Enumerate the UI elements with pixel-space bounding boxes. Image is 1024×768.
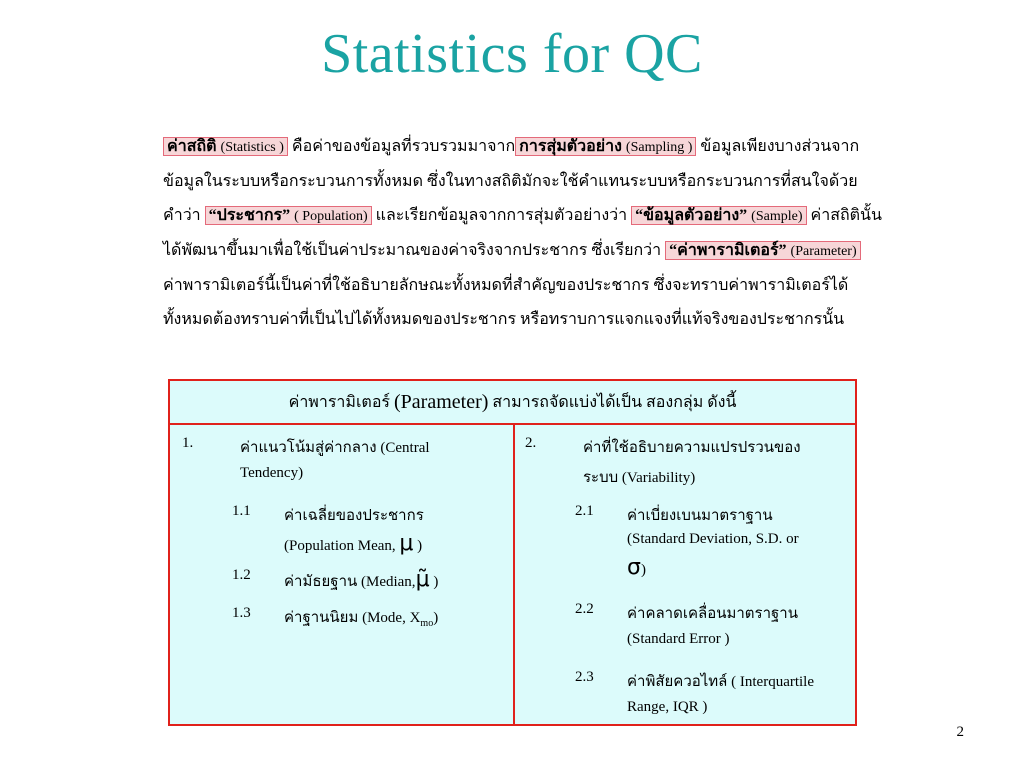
parameter-table bbox=[168, 379, 857, 726]
term-population-th: “ประชากร” bbox=[208, 207, 291, 224]
term-sampling-th: การสุ่มตัวอย่าง bbox=[519, 138, 622, 155]
central-tendency-column bbox=[170, 425, 515, 724]
item-number: 1.3 bbox=[232, 605, 251, 621]
item-label-end: ) bbox=[433, 610, 439, 626]
item-detail: (Standard Error ) bbox=[627, 631, 730, 647]
definition-paragraph bbox=[163, 130, 893, 337]
item-label-text: ค่าฐานนิยม (Mode, X bbox=[284, 610, 421, 626]
paragraph-line-1 bbox=[163, 130, 893, 165]
paragraph-text: ค่าสถิตินั้น bbox=[810, 207, 882, 224]
paragraph-text: คำว่า bbox=[163, 207, 201, 224]
paragraph-line-4 bbox=[163, 234, 893, 269]
group-title-line-1: ค่าแนวโน้มสู่ค่ากลาง (Central bbox=[240, 440, 430, 456]
item-label: ค่าเฉลี่ยของประชากร bbox=[284, 508, 424, 524]
item-detail-symbol bbox=[627, 555, 646, 580]
paragraph-line-6: ทั้งหมดต้องทราบค่าที่เป็นไปได้ทั้งหมดของประชากร หรือทราบการแจกแจงที่แท้จริงของประชากรนั้น bbox=[163, 311, 845, 328]
item-label: ค่าคลาดเคลื่อนมาตราฐาน bbox=[627, 606, 798, 622]
term-sample-th: “ข้อมูลตัวอย่าง” bbox=[635, 207, 748, 224]
sigma-symbol: σ bbox=[627, 555, 641, 580]
header-description: สามารถจัดแบ่งได้เป็น สองกลุ่ม ดังนี้ bbox=[492, 393, 737, 411]
item-label: ค่าพิสัยควอไทล์ ( Interquartile bbox=[627, 674, 815, 690]
item-number: 2.2 bbox=[575, 601, 594, 617]
term-population bbox=[205, 206, 372, 225]
term-sample bbox=[631, 206, 806, 225]
term-statistics-th: ค่าสถิติ bbox=[167, 138, 217, 155]
term-parameter-en: (Parameter) bbox=[790, 244, 857, 259]
header-thai-label: ค่าพารามิเตอร์ bbox=[288, 393, 391, 411]
item-label: ค่าเบี่ยงเบนมาตราฐาน bbox=[627, 508, 773, 524]
group-title-line-2: ระบบ (Variability) bbox=[583, 470, 696, 486]
item-label bbox=[284, 567, 438, 593]
term-sampling-en: (Sampling ) bbox=[625, 140, 693, 155]
term-sample-en: (Sample) bbox=[751, 209, 803, 224]
group-title-line-2: Tendency) bbox=[240, 465, 304, 481]
item-detail-end: ) bbox=[640, 562, 646, 578]
item-detail-end: ) bbox=[413, 538, 423, 554]
term-statistics bbox=[163, 137, 288, 156]
paragraph-line-3 bbox=[163, 199, 893, 234]
item-number: 1.2 bbox=[232, 567, 251, 583]
group-title-line-1: ค่าที่ใช้อธิบายความแปรปรวนของ bbox=[583, 440, 801, 456]
item-number: 2.1 bbox=[575, 503, 594, 519]
page-number: 2 bbox=[956, 724, 964, 740]
term-statistics-en: (Statistics ) bbox=[220, 140, 284, 155]
paragraph-text: ได้พัฒนาขึ้นมาเพื่อใช้เป็นค่าประมาณของค่าจริงจากประชากร ซึ่งเรียกว่า bbox=[163, 242, 662, 259]
item-label-end: ) bbox=[429, 574, 439, 590]
slide-title: Statistics for QC bbox=[321, 23, 703, 85]
header-english-label: (Parameter) bbox=[394, 390, 489, 413]
item-number: 1.1 bbox=[232, 503, 251, 519]
item-detail: (Standard Deviation, S.D. or bbox=[627, 531, 799, 547]
paragraph-text: ข้อมูลเพียงบางส่วนจาก bbox=[700, 138, 860, 155]
item-label-text: ค่ามัธยฐาน (Median, bbox=[284, 574, 416, 590]
item-detail bbox=[284, 531, 422, 556]
table-header bbox=[170, 381, 855, 425]
mu-tilde-symbol: μ̃ bbox=[415, 567, 430, 592]
paragraph-line-2: ข้อมูลในระบบหรือกระบวนการทั้งหมด ซึ่งในทางสถิติมักจะใช้คำแทนระบบหรือกระบวนการที่สนใจด้วย bbox=[163, 173, 858, 190]
item-detail: Range, IQR ) bbox=[627, 699, 708, 715]
paragraph-line-5: ค่าพารามิเตอร์นี้เป็นค่าที่ใช้อธิบายลักษณะทั้งหมดที่สำคัญของประชากร ซึ่งจะทราบค่าพารามิเตอร์ได้ bbox=[163, 277, 849, 294]
mode-subscript: mo bbox=[420, 618, 434, 629]
term-sampling bbox=[515, 137, 696, 156]
term-parameter bbox=[665, 241, 860, 260]
variability-column bbox=[515, 425, 855, 724]
item-label bbox=[284, 605, 438, 629]
item-number: 2.3 bbox=[575, 669, 594, 685]
paragraph-text: และเรียกข้อมูลจากการสุ่มตัวอย่างว่า bbox=[375, 207, 628, 224]
paragraph-text: คือค่าของข้อมูลที่รวบรวมมาจาก bbox=[291, 138, 516, 155]
group-number: 2. bbox=[525, 435, 537, 451]
mu-symbol: μ bbox=[399, 531, 414, 556]
term-parameter-th: “ค่าพารามิเตอร์” bbox=[669, 242, 787, 259]
group-number: 1. bbox=[182, 435, 194, 451]
term-population-en: ( Population) bbox=[294, 209, 368, 224]
item-detail-text: (Population Mean, bbox=[284, 538, 396, 554]
